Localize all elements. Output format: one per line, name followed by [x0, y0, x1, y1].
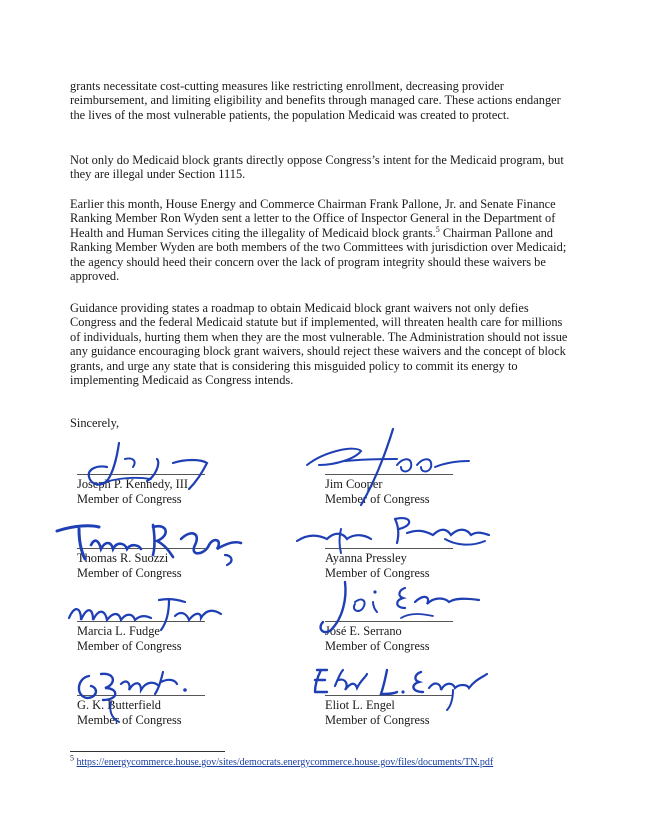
signature-line: [325, 621, 453, 622]
signature-block-pressley: [325, 551, 525, 580]
signatory-role: Member of Congress: [325, 712, 430, 727]
signatory-role: Member of Congress: [325, 638, 430, 653]
signature-line: [325, 695, 453, 696]
signature-block-serrano: [325, 624, 525, 653]
signatory-name: Eliot L. Engel: [325, 698, 395, 712]
paragraph-pallone-wyden-letter: [70, 197, 570, 283]
signatory-role: Member of Congress: [77, 638, 182, 653]
paragraph-block-grants-cost-cutting: grants necessitate cost-cutting measures like restricting enrollment, decreasing provider reimbursement, and limiting eligibility and benefits through managed care. These actions endanger the lives of the most vulnerable patients, the population Medicaid was created to protect.: [70, 79, 561, 122]
signatory-role: Member of Congress: [77, 712, 182, 727]
closing-salutation: Sincerely,: [70, 416, 120, 430]
signatory-name: G. K. Butterfield: [77, 698, 161, 712]
paragraph-text: Earlier this month, House Energy and Commerce Chairman Frank Pallone, Jr. and Senate Finance Ranking Member Ron Wyden sent a letter to the Office of Inspector General in the Department of Health and Human Services citing the illegality of Medicaid block grants.: [70, 197, 556, 240]
paragraph-illegal-section-1115: Not only do Medicaid block grants directly oppose Congress’s intent for the Medicaid program, but they are illegal under Section 1115.: [70, 153, 564, 182]
signatory-name: Joseph P. Kennedy, III: [77, 477, 189, 491]
footnote-divider: [70, 751, 225, 752]
signature-line: [77, 621, 205, 622]
signatory-name: Jim Cooper: [325, 477, 383, 491]
footnote: [70, 753, 494, 768]
signature-block-fudge: [77, 624, 277, 653]
footnote-mark: 5: [70, 753, 74, 763]
signatory-role: Member of Congress: [325, 565, 430, 580]
signatory-role: Member of Congress: [77, 491, 182, 506]
footnote-link[interactable]: https://energycommerce.house.gov/sites/democrats.energycommerce.house.gov/files/documents/TN.pdf: [76, 757, 494, 768]
signature-block-butterfield: [77, 698, 277, 727]
signatory-name: Thomas R. Suozzi: [77, 551, 169, 565]
signature-block-engel: [325, 698, 525, 727]
paragraph-guidance-roadmap: Guidance providing states a roadmap to obtain Medicaid block grant waivers not only defies Congress and the federal Medicaid statute but if implemented, will threaten health care for millions of individuals, hurting them when they are the most vulnerable. The Administration should not issue any guidance encouraging block grant waivers, should reject these waivers and the concept of block grants, and urge any state that is considering this misguided policy to commit its energy to implementing Medicaid as Congress intends.: [70, 301, 568, 388]
signature-line: [325, 474, 453, 475]
signature-line: [325, 548, 453, 549]
signatory-name: Marcia L. Fudge: [77, 624, 160, 638]
signature-block-kennedy: [77, 477, 277, 506]
signature-line: [77, 548, 205, 549]
signatory-role: Member of Congress: [325, 491, 430, 506]
paragraph-text-continued: Chairman Pallone and Ranking Member Wyden are both members of the two Committees with jurisdiction over Medicaid; the agency should heed their concern over the lack of program integrity should these waivers be approved.: [70, 225, 567, 284]
signature-line: [77, 695, 205, 696]
signature-block-suozzi: [77, 551, 277, 580]
footnote-reference[interactable]: 5: [435, 224, 440, 234]
signature-block-cooper: [325, 477, 525, 506]
signature-line: [77, 474, 205, 475]
signatory-name: Ayanna Pressley: [325, 551, 407, 565]
signatory-name: José E. Serrano: [325, 624, 402, 638]
signatory-role: Member of Congress: [77, 565, 182, 580]
